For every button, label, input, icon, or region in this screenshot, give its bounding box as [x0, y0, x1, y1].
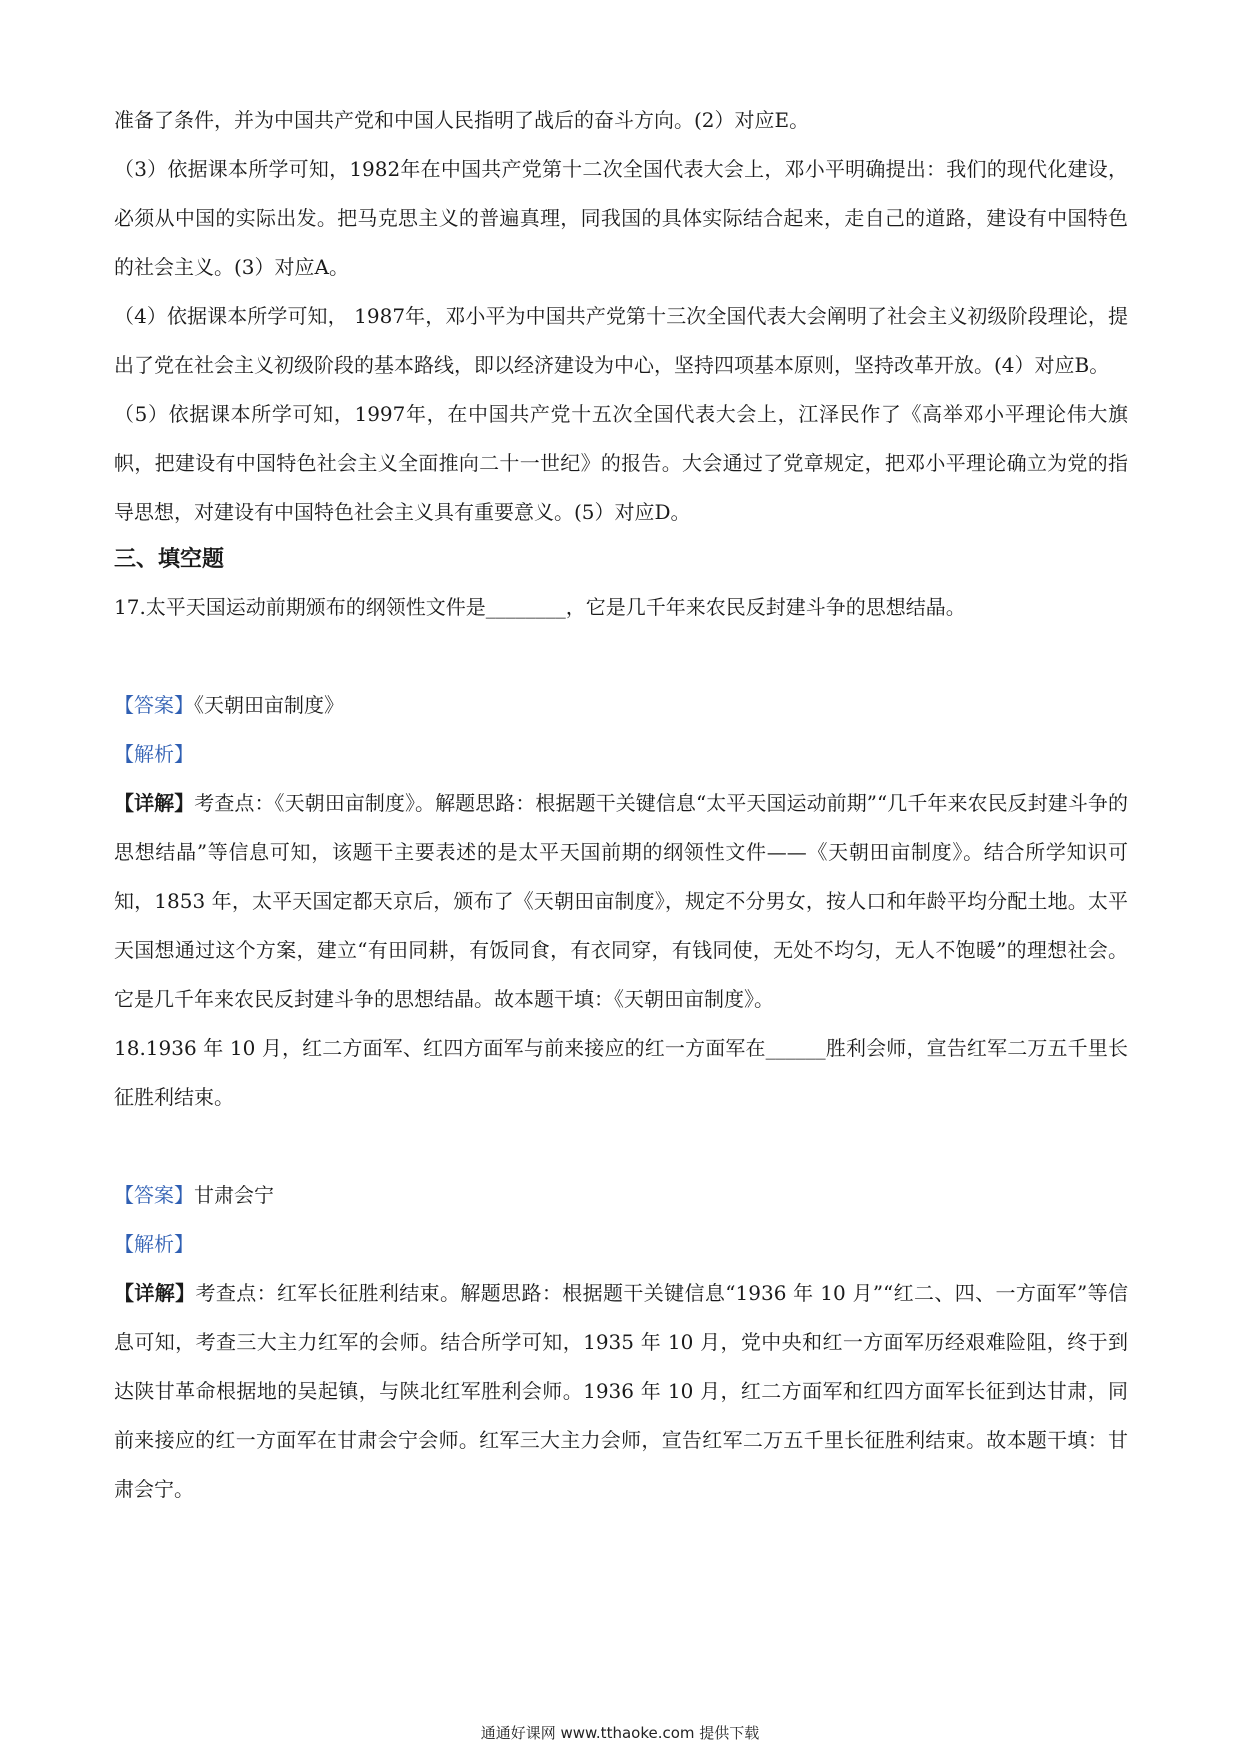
question-17: 17.太平天国运动前期颁布的纲领性文件是________，它是几千年来农民反封建斗争的思想结晶。: [114, 595, 966, 619]
detail-text: 考查点：《天朝田亩制度》。解题思路：根据题干关键信息“太平天国运动前期”“几千年来农民反封建斗争的思想结晶”等信息可知，该题干主要表述的是太平天国前期的纲领性文件——《天朝田亩制度》。结合所学知识可知，1853 年，太平天国定都天京后，颁布了《天朝田亩制度》，规定不分男女，按人口和年龄平均分配土地。太平天国想通过这个方案，建立“有田同耕，有饭同食，有衣同穿，有钱同使，无处不均匀，无人不饱暖”的理想社会。它是几千年来农民反封建斗争的思想结晶。故本题干填：《天朝田亩制度》。: [114, 791, 1128, 1011]
spacer: [114, 1122, 1128, 1171]
answer-text: 《天朝田亩制度》: [194, 693, 344, 717]
paragraph-continued: 准备了条件，并为中国共产党和中国人民指明了战后的奋斗方向。(2）对应E。: [114, 108, 810, 132]
analysis-tag: 【解析】: [114, 742, 194, 766]
analysis-18: [114, 1220, 1128, 1269]
detail-tag: 【详解】: [114, 791, 195, 815]
document-body: [114, 96, 1128, 1514]
detail-text: 考查点：红军长征胜利结束。解题思路：根据题干关键信息“1936 年 10 月”“红二、四、一方面军”等信息可知，考查三大主力红军的会师。结合所学可知，1935 年 10 月，党中央和红一方面军历经艰难险阻，终于到达陕甘革命根据地的吴起镇，与陕北红军胜利会师。1936 年 10 月，红二方面军和红四方面军长征到达甘肃，同前来接应的红一方面军在甘肃会宁会师。红军三大主力会师，宣告红军二万五千里长征胜利结束。故本题干填：甘肃会宁。: [114, 1281, 1129, 1501]
page-footer: 通通好课网 www.tthaoke.com 提供下载: [480, 1724, 760, 1742]
paragraph-item-5: （5）依据课本所学可知，1997年，在中国共产党十五次全国代表大会上，江泽民作了《高举邓小平理论伟大旗帜，把建设有中国特色社会主义全面推向二十一世纪》的报告。大会通过了党章规定，把邓小平理论确立为党的指导思想，对建设有中国特色社会主义具有重要意义。(5）对应D。: [114, 402, 1128, 524]
spacer: [114, 632, 1128, 681]
detail-tag: 【详解】: [114, 1281, 196, 1305]
answer-text: 甘肃会宁: [194, 1183, 274, 1207]
paragraph-item-4: （4）依据课本所学可知， 1987年，邓小平为中国共产党第十三次全国代表大会阐明了社会主义初级阶段理论，提出了党在社会主义初级阶段的基本路线，即以经济建设为中心，坚持四项基本原则，坚持改革开放。(4）对应B。: [114, 304, 1128, 377]
detail-17: [114, 779, 1128, 1024]
detail-18: [114, 1269, 1128, 1514]
analysis-tag: 【解析】: [114, 1232, 194, 1256]
question-18: 18.1936 年 10 月，红二方面军、红四方面军与前来接应的红一方面军在______胜利会师，宣告红军二万五千里长征胜利结束。: [114, 1036, 1128, 1109]
section-title: 三、填空题: [114, 547, 225, 572]
answer-18: [114, 1171, 1128, 1220]
answer-tag: 【答案】: [114, 693, 194, 717]
analysis-17: [114, 730, 1128, 779]
answer-17: [114, 681, 1128, 730]
paragraph-item-3: （3）依据课本所学可知，1982年在中国共产党第十二次全国代表大会上，邓小平明确提出：我们的现代化建设，必须从中国的实际出发。把马克思主义的普遍真理，同我国的具体实际结合起来，走自己的道路，建设有中国特色的社会主义。(3）对应A。: [114, 157, 1128, 279]
answer-tag: 【答案】: [114, 1183, 194, 1207]
